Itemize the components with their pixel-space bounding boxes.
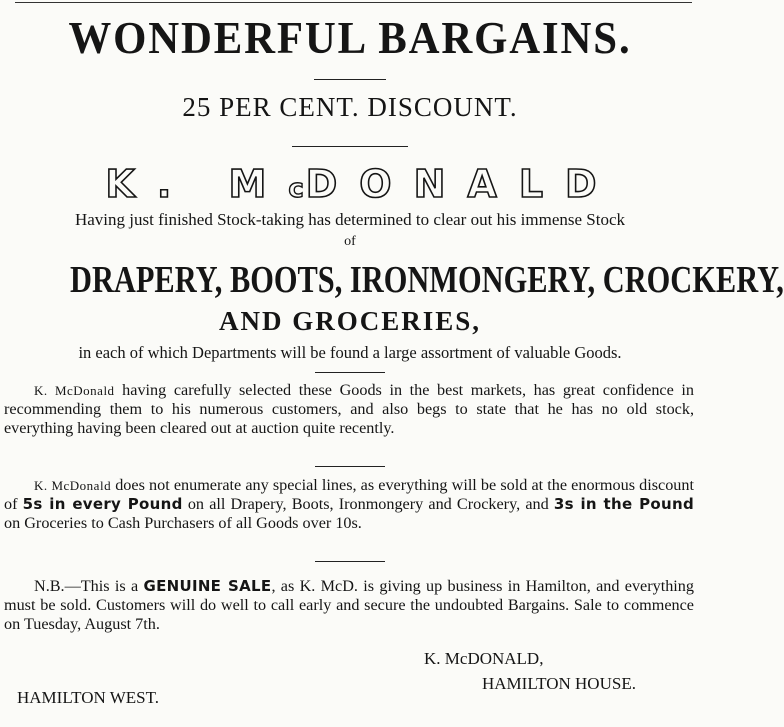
intro-line: Having just finished Stock-taking has determined to clear out his immense Stock [74, 210, 626, 229]
groceries-heading: AND GROCERIES, [218, 306, 482, 336]
paragraph-discount-terms [4, 476, 694, 533]
merchant-name-small: K. McDonald [34, 478, 112, 493]
divider-rule [314, 79, 386, 80]
paragraph-text: having carefully selected these Goods in the best markets, has great confidence in recommending them to his numerous customers, and also begs to state that he has no old stock, everything having been cleared out at auction quite recently. [4, 381, 694, 437]
paragraph-text: on all Drapery, Boots, Ironmongery and Crockery, and [182, 495, 554, 513]
paragraph-careful-selection [4, 381, 694, 438]
divider-rule [315, 466, 385, 467]
discount-groceries: 3s in the Pound [553, 495, 695, 513]
location: HAMILTON WEST. [17, 688, 159, 707]
divider-rule [292, 146, 408, 147]
headline: WONDERFUL BARGAINS. [68, 12, 632, 63]
discount-drapery: 5s in every Pound [22, 495, 183, 513]
top-border-rule [15, 2, 692, 3]
divider-rule [315, 372, 385, 373]
signature-name: K. McDONALD, [424, 649, 544, 668]
merchant-name-rest: DONALD [305, 162, 619, 206]
merchant-name [0, 162, 712, 211]
divider-rule [315, 561, 385, 562]
discount-heading: 25 PER CENT. DISCOUNT. [182, 92, 518, 122]
merchant-name-c: c [288, 174, 306, 204]
paragraph-text: , as K. McD. is giving up business in Hamilton, and everything must be sold. Customers will do well to call early and secure the undoubted Bargains. Sale to commence on Tuesday, August 7th. [4, 577, 694, 633]
paragraph-genuine-sale [4, 577, 694, 634]
genuine-sale-emphasis: GENUINE SALE [143, 577, 272, 595]
paragraph-text: N.B.—This is a [34, 577, 144, 595]
paragraph-text: on Groceries to Cash Purchasers of all Goods over 10s. [4, 514, 362, 532]
assortment-line: in each of which Departments will be found a large assortment of valuable Goods. [78, 343, 622, 362]
signature-house: HAMILTON HOUSE. [482, 674, 636, 693]
paragraph-text: does not enumerate any special lines, as everything will be sold at the enormous discount of [4, 476, 694, 513]
merchant-name-small: K. McDonald [34, 383, 115, 398]
intro-of: of [344, 234, 356, 249]
merchant-name-prefix: K. M [105, 162, 289, 206]
goods-heading: DRAPERY, BOOTS, IRONMONGERY, CROCKERY, [70, 259, 784, 301]
